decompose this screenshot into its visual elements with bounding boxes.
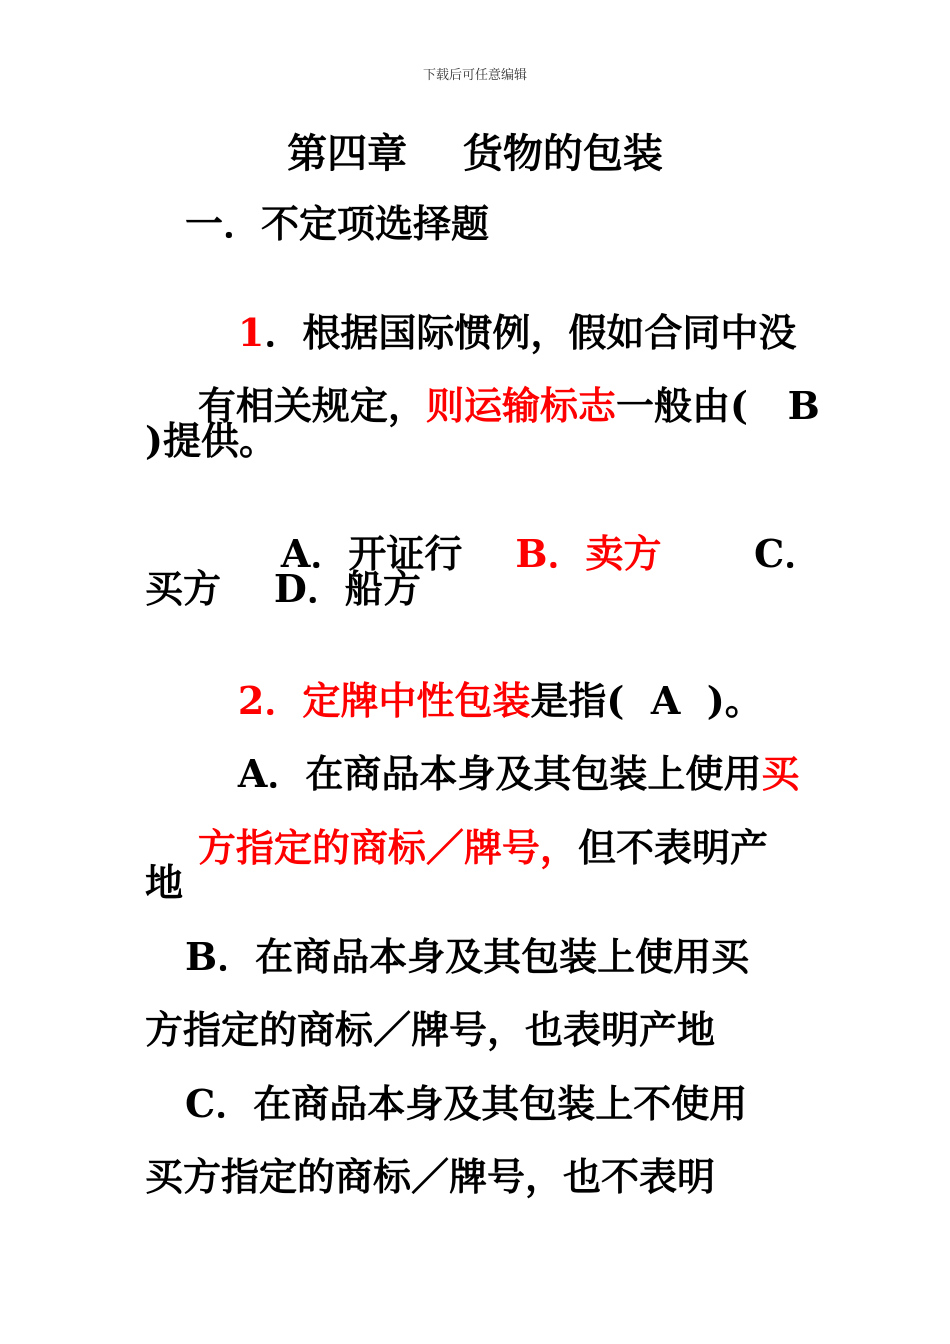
- q1-text-1: ．根据国际惯例，假如合同中没: [264, 310, 797, 355]
- q2-option-c-line-1: C．在商品本身及其包装上不使用: [185, 1081, 748, 1126]
- q2-option-a-red-2: 方指定的商标／牌号，: [197, 825, 578, 870]
- q1-number: 1: [237, 310, 265, 355]
- q2-option-a-text-2: 但不表明产: [577, 825, 768, 870]
- q1-option-a: A．开证行: [280, 531, 516, 576]
- q2-text: 是指( A )。: [530, 678, 763, 723]
- q1-option-c-label: C．: [661, 531, 823, 576]
- q2-highlight: 定牌中性包装: [302, 678, 531, 723]
- q2-number: 2: [237, 678, 265, 723]
- q2-option-a-line-2: [145, 791, 768, 905]
- q2-option-a-line-3: 地: [145, 860, 184, 905]
- q1-line-3: )提供。: [145, 418, 277, 463]
- q2-option-b-line-1: B．在商品本身及其包装上使用买: [185, 934, 750, 979]
- q1-text-2c: 一般由( B: [615, 383, 820, 428]
- chapter-title: 第四章 货物的包装: [287, 130, 663, 177]
- q2-sep: ．: [264, 678, 303, 723]
- page-header: 下载后可任意编辑: [422, 68, 527, 83]
- q1-options-line-2: 买方 D．船方: [145, 566, 421, 611]
- q1-text-2a: 有相关规定，: [197, 383, 426, 428]
- q1-highlight: 则运输标志: [425, 383, 616, 428]
- section-heading: 一．不定项选择题: [185, 201, 490, 246]
- q2-option-b-line-2: 方指定的商标／牌号，也表明产地: [145, 1007, 716, 1052]
- q2-option-c-line-2: 买方指定的商标／牌号，也不表明: [145, 1154, 716, 1199]
- q2-option-a-red: 买: [761, 751, 800, 796]
- q2-option-a-text: A．在商品本身及其包装上使用: [237, 751, 762, 796]
- q1-option-b: B．卖方: [515, 531, 662, 576]
